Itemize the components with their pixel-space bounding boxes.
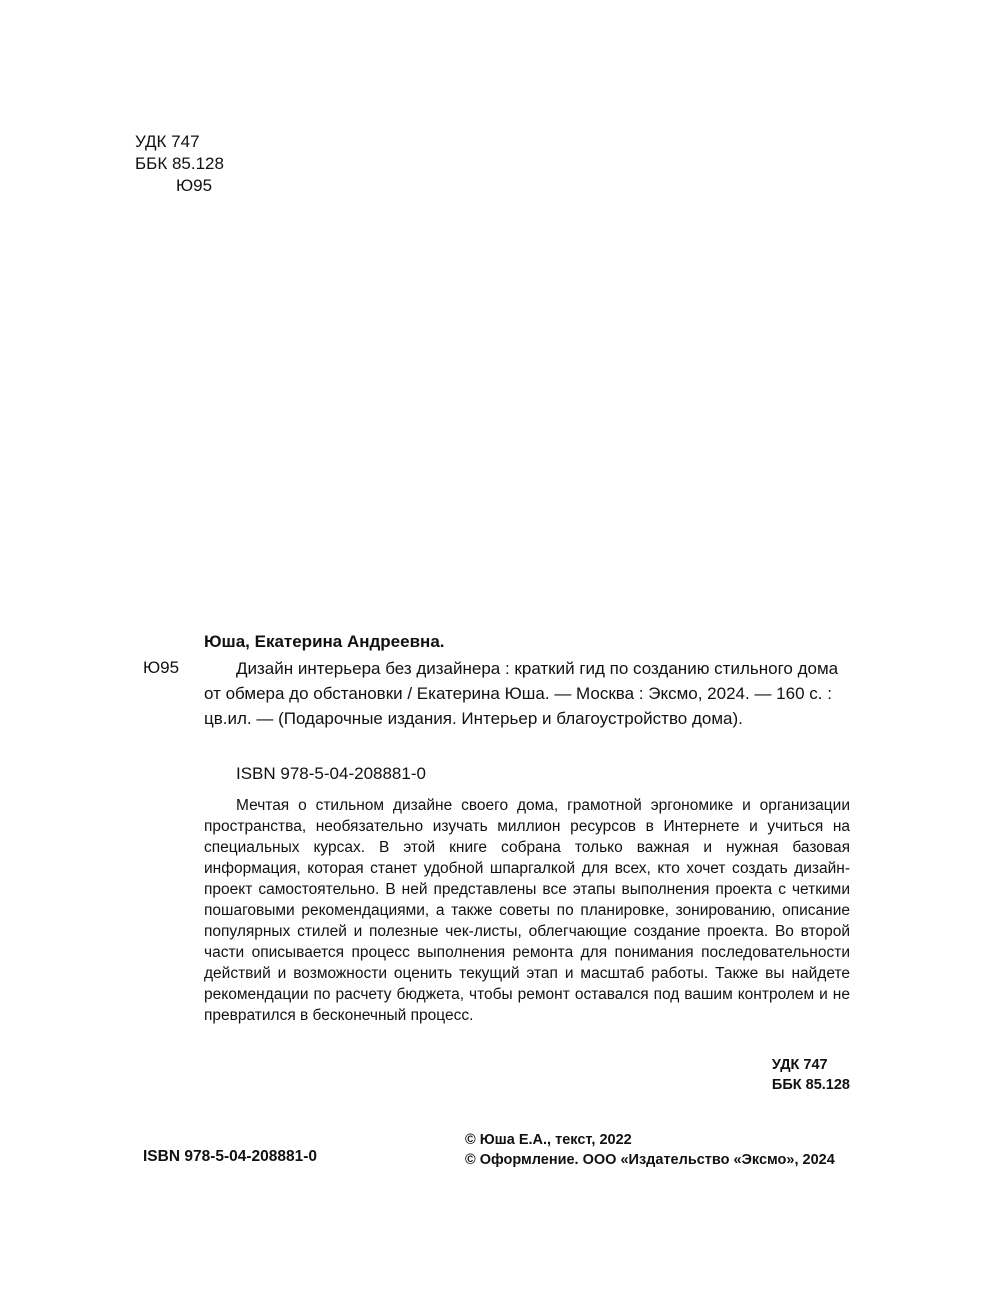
copyright-block [465,1130,835,1170]
copyright-text: © Юша Е.А., текст, 2022 [465,1132,632,1148]
author-mark: Ю95 [176,176,213,195]
record-isbn: ISBN 978-5-04-208881-0 [236,764,426,783]
bbk-code: ББК 85.128 [135,154,224,173]
copyright-design: © Оформление. ООО «Издательство «Эксмо», 2024 [465,1152,835,1168]
bottom-udk-code: УДК 747 [771,1057,828,1073]
bibliographic-description: Дизайн интерьера без дизайнера : краткий гид по созданию стильного дома от обмера до обстановки / Екатерина Юша. — Москва : Эксмо, 2024. — 160 с. : цв.ил. — (Подарочные издания. Интерьер и благоустройство дома). [204,659,839,728]
footer-isbn: ISBN 978-5-04-208881-0 [143,1148,318,1165]
bottom-bbk-code: ББК 85.128 [771,1077,850,1093]
record-author-mark: Ю95 [143,658,180,677]
udk-code: УДК 747 [135,132,200,151]
top-classification-codes [135,131,224,197]
bottom-classification-codes [772,1055,850,1095]
annotation: Мечтая о стильном дизайне своего дома, грамотной эргономике и организации пространства, необязательно изучать миллион ресурсов в Интернете и учиться на специальных курсах. В этой книге собрана только важная и нужная базовая информация, которая станет удобной шпаргалкой для всех, кто хочет создать дизайн-проект самостоятельно. В ней представлены все этапы выполнения проекта с четкими пошаговыми рекомендациями, а также советы по планировке, зонированию, описание популярных стилей и полезные чек-листы, облегчающие создание проекта. Во второй части описывается процесс выполнения ремонта для понимания последовательности действий и возможности оценить текущий этап и масштаб работы. Также вы найдете рекомендации по расчету бюджета, чтобы ремонт оставался под вашим контролем и не превратился в бесконечный процесс. [204,797,850,1024]
author-heading: Юша, Екатерина Андреевна. [204,632,445,651]
